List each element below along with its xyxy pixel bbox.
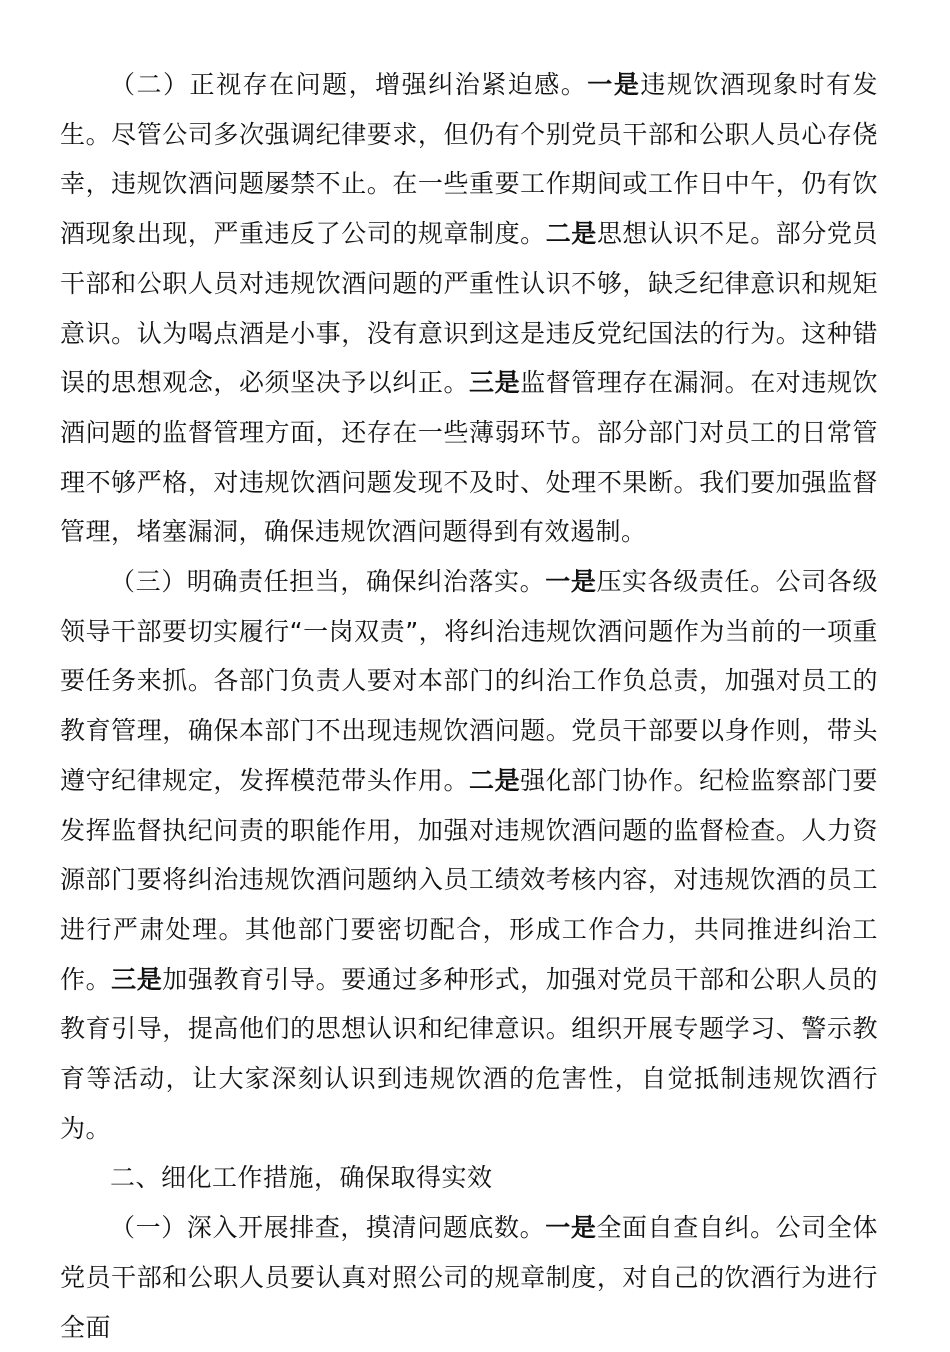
document-page <box>60 60 878 1352</box>
paragraph-1-investigation <box>60 1203 878 1352</box>
paragraph-text: 加强教育引导。要通过多种形式，加强对党员干部和公职人员的教育引导，提高他们的思想认识和纪律意识。组织开展专题学习、警示教育等活动，让大家深刻认识到违规饮酒的危害性，自觉抵制违规饮酒行为。 <box>60 964 878 1143</box>
point-marker: 二是 <box>469 765 521 795</box>
paragraph-text: 违规饮酒现象时有发生。尽管公司多次强调纪律要求，但仍有个别党员干部和公职人员心存侥幸，违规饮酒问题屡禁不止。在一些重要工作期间或工作日中午，仍有饮酒现象出现，严重违反了公司的规章制度。 <box>60 70 878 249</box>
paragraph-3-responsibility <box>60 557 878 1153</box>
point-marker: 三是 <box>469 368 521 398</box>
point-marker: 三是 <box>111 964 163 994</box>
section-title: 二、细化工作措施，确保取得实效 <box>110 1163 493 1193</box>
section-heading-2 <box>60 1153 878 1203</box>
subsection-title: （三）明确责任担当，确保纠治落实。 <box>110 567 546 597</box>
subsection-title: （一）深入开展排查，摸清问题底数。 <box>110 1213 546 1243</box>
paragraph-text: 思想认识不足。部分党员干部和公职人员对违规饮酒问题的严重性认识不够，缺乏纪律意识和规矩意识。认为喝点酒是小事，没有意识到这是违反党纪国法的行为。这种错误的思想观念，必须坚决予以纠正。 <box>60 219 878 398</box>
point-marker: 一是 <box>545 567 597 597</box>
point-marker: 一是 <box>587 70 641 99</box>
paragraph-2-face-problems <box>60 60 878 557</box>
paragraph-text: 压实各级责任。公司各级领导干部要切实履行“一岗双责”，将纠治违规饮酒问题作为当前的一项重要任务来抓。各部门负责人要对本部门的纠治工作负总责，加强对员工的教育管理，确保本部门不出现违规饮酒问题。党员干部要以身作则，带头遵守纪律规定，发挥模范带头作用。 <box>60 567 878 795</box>
point-marker: 二是 <box>545 219 597 249</box>
paragraph-text: 监督管理存在漏洞。在对违规饮酒问题的监督管理方面，还存在一些薄弱环节。部分部门对员工的日常管理不够严格，对违规饮酒问题发现不及时、处理不果断。我们要加强监督管理，堵塞漏洞，确保违规饮酒问题得到有效遏制。 <box>60 368 878 547</box>
subsection-title: （二）正视存在问题，增强纠治紧迫感。 <box>110 70 588 99</box>
paragraph-text: 强化部门协作。纪检监察部门要发挥监督执纪问责的职能作用，加强对违规饮酒问题的监督检查。人力资源部门要将纠治违规饮酒问题纳入员工绩效考核内容，对违规饮酒的员工进行严肃处理。其他部门要密切配合，形成工作合力，共同推进纠治工作。 <box>60 765 878 994</box>
point-marker: 一是 <box>545 1213 597 1243</box>
paragraph-text: 全面自查自纠。公司全体党员干部和公职人员要认真对照公司的规章制度，对自己的饮酒行为进行全面 <box>60 1213 878 1342</box>
